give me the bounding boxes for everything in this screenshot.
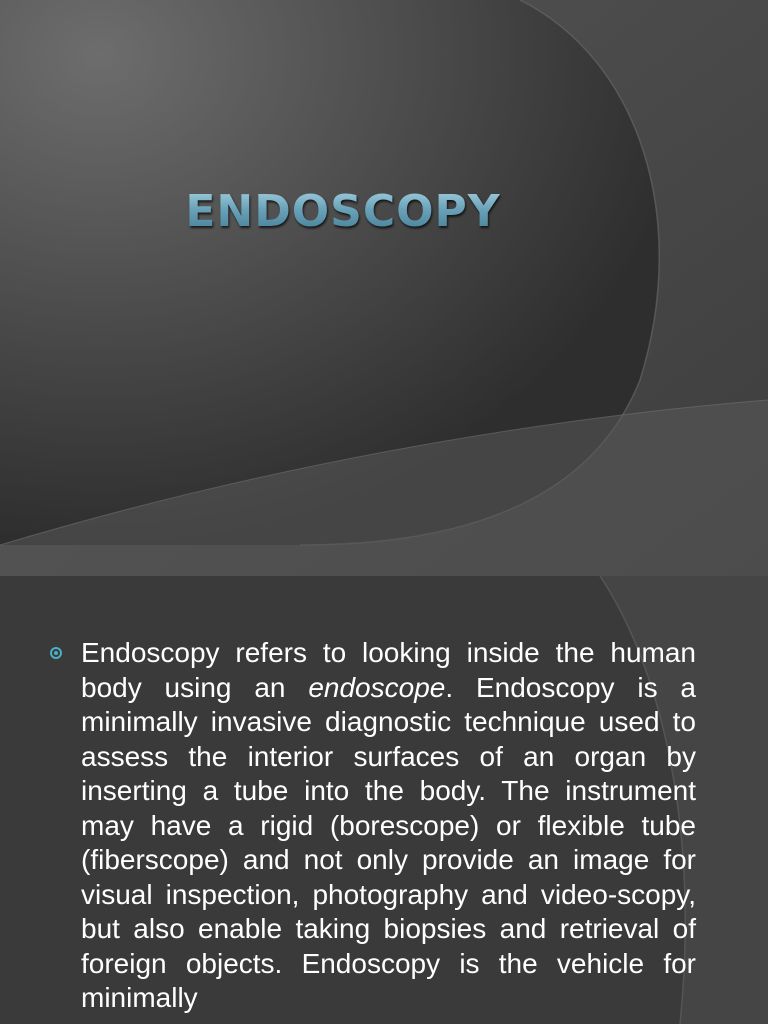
bullet-text-part1: Endoscopy refers to looking inside the human body using an [81, 637, 696, 703]
bullet-paragraph [81, 636, 696, 1016]
bullet-icon [50, 647, 62, 659]
bullet-text-part2: . Endoscopy is a minimally invasive diagnostic technique used to assess the interior surfaces of an organ by inserting a tube into the body. The instrument may have a rigid (borescope) or flexible tube (fiberscope) and not only provide an image for visual inspection, photography and video-scopy, but also enable taking biopsies and retrieval of foreign objects. Endoscopy is the vehicle for minimally [81, 671, 697, 1013]
bullet-list [50, 636, 696, 1016]
content-slide [0, 576, 768, 1024]
slide-title: ENDOSCOPY [0, 186, 686, 237]
bullet-text-italic: endoscope [308, 671, 446, 703]
